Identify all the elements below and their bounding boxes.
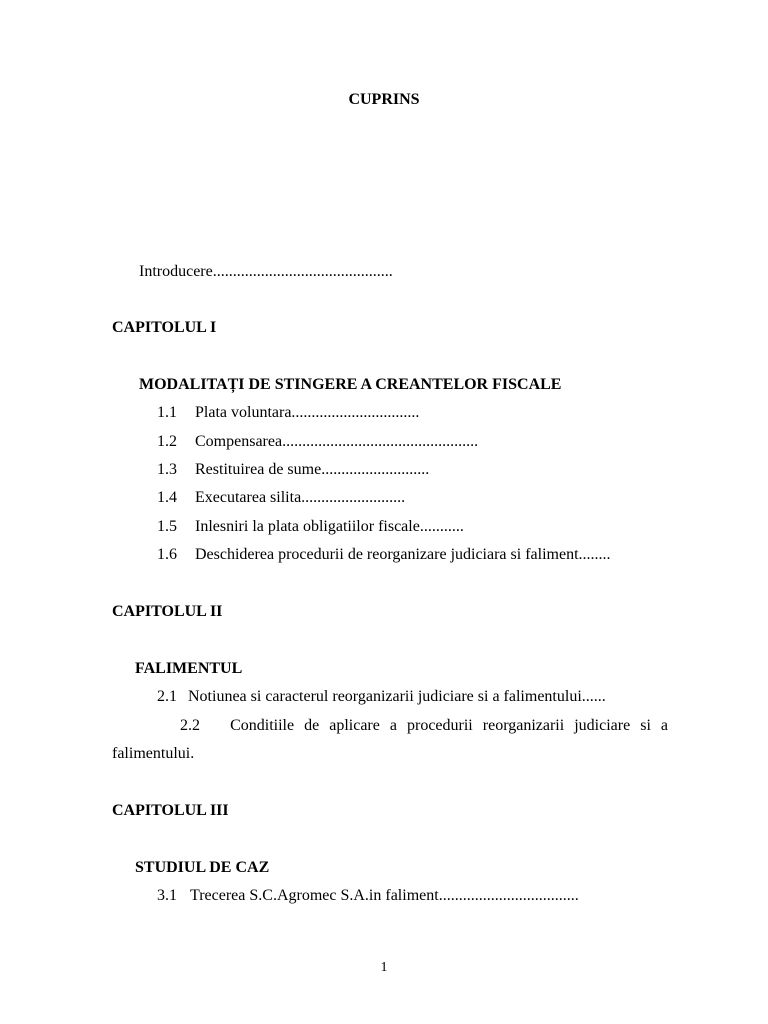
toc-entry-text: Executarea silita.......................... <box>195 489 406 506</box>
toc-entry <box>180 716 668 736</box>
toc-entry <box>157 488 405 508</box>
toc-entry-text: Restituirea de sume........................... <box>195 461 430 478</box>
toc-entry-number: 1.1 <box>157 404 177 421</box>
toc-entry-text: Plata voluntara................................ <box>195 404 420 421</box>
toc-entry-number: 1.6 <box>157 546 177 563</box>
toc-entry-text: Conditiile de aplicare a procedurii reorganizarii judiciare si a <box>230 717 669 734</box>
chapter-3-label: CAPITOLUL III <box>112 802 229 819</box>
toc-entry-number: 3.1 <box>157 887 177 904</box>
toc-entry <box>157 460 429 480</box>
toc-entry-continuation: falimentului. <box>112 745 195 762</box>
toc-entry <box>157 545 611 565</box>
page-number: 1 <box>380 960 388 975</box>
chapter-3-heading: STUDIUL DE CAZ <box>135 859 270 876</box>
toc-entry <box>157 403 419 423</box>
toc-entry-text: Inlesniri la plata obligatiilor fiscale........... <box>195 518 464 535</box>
toc-entry-number: 1.4 <box>157 489 177 506</box>
toc-entry <box>157 517 464 537</box>
toc-entry <box>157 687 606 707</box>
chapter-1-heading: MODALITAȚI DE STINGERE A CREANTELOR FISCALE <box>139 376 562 393</box>
toc-entry-number: 1.3 <box>157 461 177 478</box>
toc-entry-introducere: Introducere............................................. <box>139 263 393 280</box>
toc-entry <box>157 886 579 906</box>
toc-entry-number: 1.2 <box>157 433 177 450</box>
toc-entry-number: 1.5 <box>157 518 177 535</box>
toc-entry-number: 2.1 <box>157 688 177 705</box>
toc-entry-text: Trecerea S.C.Agromec S.A.in faliment................................... <box>190 887 579 904</box>
chapter-2-label: CAPITOLUL II <box>112 603 223 620</box>
toc-entry-number: 2.2 <box>180 717 200 734</box>
toc-entry <box>157 432 478 452</box>
toc-title: CUPRINS <box>348 91 420 108</box>
chapter-1-label: CAPITOLUL I <box>112 319 217 336</box>
chapter-2-heading: FALIMENTUL <box>135 660 243 677</box>
toc-entry-text: Compensarea................................................. <box>195 433 479 450</box>
toc-entry-text: Deschiderea procedurii de reorganizare judiciara si faliment........ <box>195 546 611 563</box>
toc-entry-text: Notiunea si caracterul reorganizarii judiciare si a falimentului...... <box>188 688 606 705</box>
